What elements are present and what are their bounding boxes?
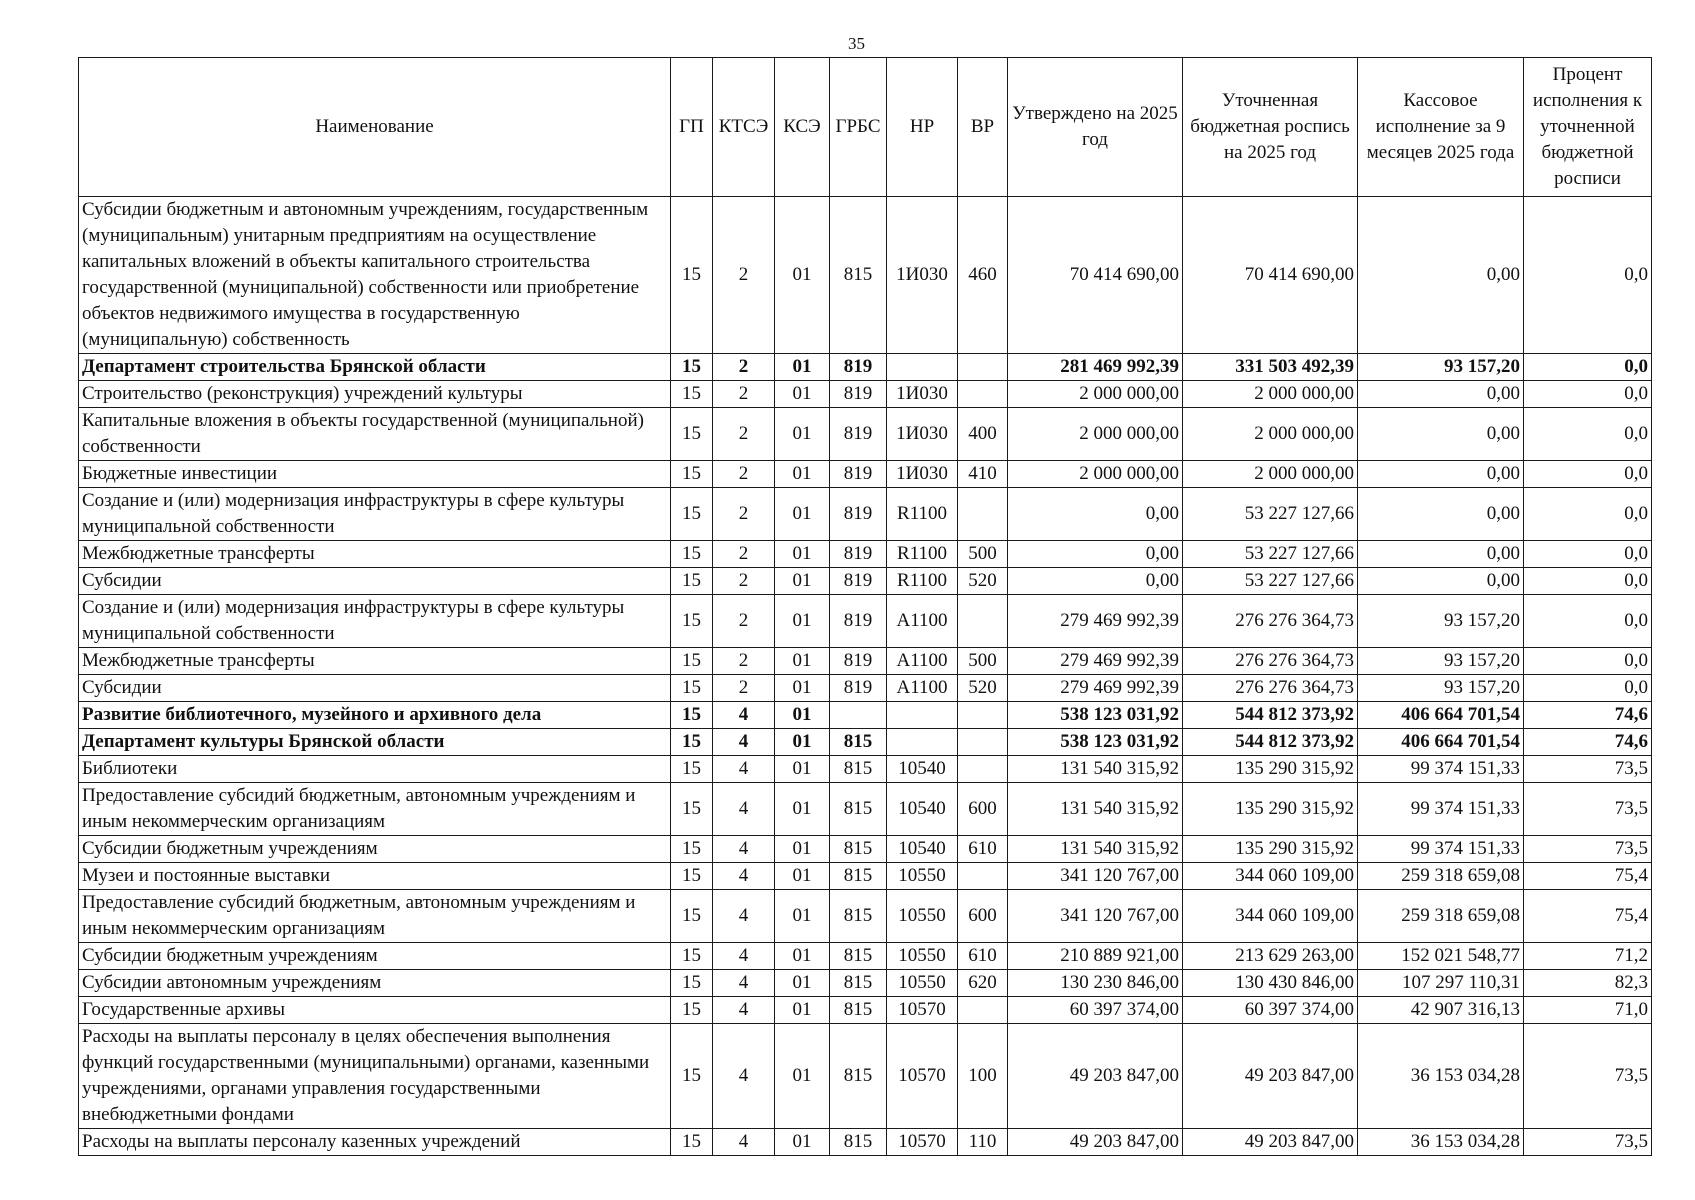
- cell-ktse: 4: [713, 890, 775, 943]
- cell-name: Создание и (или) модернизация инфраструктуры в сфере культуры муниципальной собственности: [79, 488, 671, 541]
- cell-gp: 15: [671, 1129, 713, 1156]
- cell-approved: 341 120 767,00: [1008, 890, 1183, 943]
- cell-approved: 210 889 921,00: [1008, 943, 1183, 970]
- cell-cash: 0,00: [1358, 541, 1524, 568]
- cell-approved: 279 469 992,39: [1008, 595, 1183, 648]
- cell-grbs: 815: [830, 997, 887, 1024]
- header-refined: Уточненная бюджетная роспись на 2025 год: [1183, 58, 1358, 197]
- cell-ktse: 2: [713, 408, 775, 461]
- page-number: 35: [848, 34, 865, 53]
- header-vr: ВР: [958, 58, 1008, 197]
- cell-refined: 276 276 364,73: [1183, 595, 1358, 648]
- cell-vr: 610: [958, 836, 1008, 863]
- table-row: [79, 863, 1652, 890]
- cell-ktse: 4: [713, 783, 775, 836]
- cell-percent: 73,5: [1524, 1129, 1652, 1156]
- table-row: [79, 756, 1652, 783]
- cell-percent: 75,4: [1524, 890, 1652, 943]
- cell-name: Предоставление субсидий бюджетным, автономным учреждениям и иным некоммерческим организациям: [79, 890, 671, 943]
- cell-cash: 406 664 701,54: [1358, 702, 1524, 729]
- cell-gp: 15: [671, 729, 713, 756]
- cell-approved: 341 120 767,00: [1008, 863, 1183, 890]
- cell-name: Музеи и постоянные выставки: [79, 863, 671, 890]
- cell-grbs: 815: [830, 863, 887, 890]
- cell-approved: 49 203 847,00: [1008, 1129, 1183, 1156]
- cell-percent: 0,0: [1524, 197, 1652, 354]
- cell-grbs: 819: [830, 595, 887, 648]
- cell-name: Расходы на выплаты персоналу в целях обеспечения выполнения функций государственными (муниципальными) органами, казенными учреждениями, органами управления государственными внебюджетными фондами: [79, 1024, 671, 1129]
- cell-vr: 620: [958, 970, 1008, 997]
- cell-kse: 01: [775, 381, 830, 408]
- cell-vr: [958, 381, 1008, 408]
- cell-refined: 276 276 364,73: [1183, 675, 1358, 702]
- cell-percent: 75,4: [1524, 863, 1652, 890]
- cell-percent: 0,0: [1524, 488, 1652, 541]
- cell-cash: 107 297 110,31: [1358, 970, 1524, 997]
- header-approved: Утверждено на 2025 год: [1008, 58, 1183, 197]
- cell-name: Субсидии бюджетным и автономным учреждениям, государственным (муниципальным) унитарным предприятиям на осуществление капитальных вложений в объекты капитального строительства государственной (муниципальной) собственности или приобретение объектов недвижимого имущества в государственную (муниципальную) собственность: [79, 197, 671, 354]
- cell-percent: 0,0: [1524, 648, 1652, 675]
- cell-approved: 60 397 374,00: [1008, 997, 1183, 1024]
- cell-vr: [958, 863, 1008, 890]
- cell-nr: A1100: [887, 595, 958, 648]
- cell-ktse: 2: [713, 595, 775, 648]
- cell-refined: 49 203 847,00: [1183, 1024, 1358, 1129]
- cell-grbs: 815: [830, 943, 887, 970]
- cell-percent: 82,3: [1524, 970, 1652, 997]
- cell-ktse: 2: [713, 541, 775, 568]
- cell-nr: 1И030: [887, 408, 958, 461]
- cell-name: Расходы на выплаты персоналу казенных учреждений: [79, 1129, 671, 1156]
- cell-refined: 135 290 315,92: [1183, 756, 1358, 783]
- cell-gp: 15: [671, 541, 713, 568]
- cell-gp: 15: [671, 197, 713, 354]
- cell-grbs: 819: [830, 408, 887, 461]
- table-row: [79, 1024, 1652, 1129]
- cell-grbs: 819: [830, 675, 887, 702]
- cell-kse: 01: [775, 541, 830, 568]
- cell-grbs: 815: [830, 1129, 887, 1156]
- cell-percent: 73,5: [1524, 756, 1652, 783]
- cell-nr: [887, 702, 958, 729]
- cell-nr: 10550: [887, 970, 958, 997]
- cell-percent: 0,0: [1524, 354, 1652, 381]
- cell-vr: 460: [958, 197, 1008, 354]
- cell-nr: 10570: [887, 1129, 958, 1156]
- cell-gp: 15: [671, 408, 713, 461]
- cell-vr: [958, 729, 1008, 756]
- cell-cash: 99 374 151,33: [1358, 836, 1524, 863]
- cell-vr: [958, 997, 1008, 1024]
- cell-kse: 01: [775, 1024, 830, 1129]
- cell-refined: 344 060 109,00: [1183, 863, 1358, 890]
- cell-name: Предоставление субсидий бюджетным, автономным учреждениям и иным некоммерческим организациям: [79, 783, 671, 836]
- cell-gp: 15: [671, 836, 713, 863]
- cell-name: Субсидии автономным учреждениям: [79, 970, 671, 997]
- cell-percent: 73,5: [1524, 1024, 1652, 1129]
- cell-grbs: 819: [830, 461, 887, 488]
- header-name: Наименование: [79, 58, 671, 197]
- cell-kse: 01: [775, 783, 830, 836]
- cell-ktse: 2: [713, 568, 775, 595]
- table-row: [79, 702, 1652, 729]
- cell-grbs: 815: [830, 783, 887, 836]
- cell-grbs: 819: [830, 541, 887, 568]
- cell-ktse: 2: [713, 675, 775, 702]
- cell-percent: 74,6: [1524, 729, 1652, 756]
- cell-percent: 0,0: [1524, 381, 1652, 408]
- cell-vr: 520: [958, 568, 1008, 595]
- cell-cash: 0,00: [1358, 488, 1524, 541]
- cell-gp: 15: [671, 997, 713, 1024]
- cell-grbs: 819: [830, 568, 887, 595]
- cell-nr: 10570: [887, 997, 958, 1024]
- cell-ktse: 2: [713, 197, 775, 354]
- table-row: [79, 541, 1652, 568]
- cell-approved: 2 000 000,00: [1008, 461, 1183, 488]
- cell-nr: [887, 354, 958, 381]
- cell-percent: 0,0: [1524, 461, 1652, 488]
- cell-nr: 10550: [887, 890, 958, 943]
- cell-refined: 544 812 373,92: [1183, 702, 1358, 729]
- cell-name: Межбюджетные трансферты: [79, 541, 671, 568]
- cell-ktse: 4: [713, 836, 775, 863]
- cell-kse: 01: [775, 197, 830, 354]
- cell-name: Субсидии бюджетным учреждениям: [79, 836, 671, 863]
- cell-kse: 01: [775, 863, 830, 890]
- cell-approved: 0,00: [1008, 568, 1183, 595]
- cell-nr: [887, 729, 958, 756]
- cell-name: Бюджетные инвестиции: [79, 461, 671, 488]
- cell-cash: 152 021 548,77: [1358, 943, 1524, 970]
- cell-gp: 15: [671, 648, 713, 675]
- cell-approved: 49 203 847,00: [1008, 1024, 1183, 1129]
- cell-cash: 0,00: [1358, 197, 1524, 354]
- cell-approved: 0,00: [1008, 541, 1183, 568]
- cell-refined: 2 000 000,00: [1183, 381, 1358, 408]
- cell-grbs: [830, 702, 887, 729]
- cell-kse: 01: [775, 756, 830, 783]
- header-gp: ГП: [671, 58, 713, 197]
- table-row: [79, 970, 1652, 997]
- cell-refined: 135 290 315,92: [1183, 836, 1358, 863]
- cell-cash: 93 157,20: [1358, 595, 1524, 648]
- cell-nr: R1100: [887, 488, 958, 541]
- cell-refined: 49 203 847,00: [1183, 1129, 1358, 1156]
- cell-approved: 538 123 031,92: [1008, 729, 1183, 756]
- cell-gp: 15: [671, 568, 713, 595]
- cell-approved: 131 540 315,92: [1008, 783, 1183, 836]
- cell-grbs: 819: [830, 381, 887, 408]
- table-row: [79, 197, 1652, 354]
- cell-approved: 130 230 846,00: [1008, 970, 1183, 997]
- table-row: [79, 568, 1652, 595]
- cell-gp: 15: [671, 461, 713, 488]
- cell-gp: 15: [671, 702, 713, 729]
- cell-nr: 10540: [887, 836, 958, 863]
- cell-gp: 15: [671, 354, 713, 381]
- header-kse: КСЭ: [775, 58, 830, 197]
- cell-ktse: 4: [713, 756, 775, 783]
- cell-name: Создание и (или) модернизация инфраструктуры в сфере культуры муниципальной собственности: [79, 595, 671, 648]
- cell-grbs: 815: [830, 1024, 887, 1129]
- cell-nr: A1100: [887, 675, 958, 702]
- header-percent: Процент исполнения к уточненной бюджетной росписи: [1524, 58, 1652, 197]
- header-cash: Кассовое исполнение за 9 месяцев 2025 года: [1358, 58, 1524, 197]
- cell-percent: 0,0: [1524, 675, 1652, 702]
- table-row: [79, 675, 1652, 702]
- table-row: [79, 890, 1652, 943]
- cell-nr: 10540: [887, 783, 958, 836]
- cell-percent: 0,0: [1524, 595, 1652, 648]
- budget-table: [78, 57, 1652, 1156]
- table-row: [79, 1129, 1652, 1156]
- cell-vr: 600: [958, 783, 1008, 836]
- cell-refined: 53 227 127,66: [1183, 488, 1358, 541]
- cell-approved: 538 123 031,92: [1008, 702, 1183, 729]
- table-row: [79, 461, 1652, 488]
- table-row: [79, 836, 1652, 863]
- cell-name: Развитие библиотечного, музейного и архивного дела: [79, 702, 671, 729]
- header-grbs: ГРБС: [830, 58, 887, 197]
- cell-name: Государственные архивы: [79, 997, 671, 1024]
- cell-refined: 544 812 373,92: [1183, 729, 1358, 756]
- cell-approved: 131 540 315,92: [1008, 836, 1183, 863]
- cell-nr: 10570: [887, 1024, 958, 1129]
- cell-cash: 0,00: [1358, 381, 1524, 408]
- cell-grbs: 815: [830, 890, 887, 943]
- cell-percent: 0,0: [1524, 541, 1652, 568]
- cell-gp: 15: [671, 863, 713, 890]
- cell-vr: 500: [958, 648, 1008, 675]
- cell-kse: 01: [775, 408, 830, 461]
- cell-name: Межбюджетные трансферты: [79, 648, 671, 675]
- cell-refined: 130 430 846,00: [1183, 970, 1358, 997]
- cell-cash: 259 318 659,08: [1358, 890, 1524, 943]
- cell-refined: 135 290 315,92: [1183, 783, 1358, 836]
- cell-grbs: 819: [830, 648, 887, 675]
- cell-nr: 1И030: [887, 197, 958, 354]
- cell-ktse: 2: [713, 648, 775, 675]
- cell-grbs: 815: [830, 729, 887, 756]
- cell-cash: 36 153 034,28: [1358, 1129, 1524, 1156]
- table-body: [79, 197, 1652, 1156]
- cell-refined: 213 629 263,00: [1183, 943, 1358, 970]
- cell-vr: [958, 702, 1008, 729]
- cell-kse: 01: [775, 568, 830, 595]
- table-row: [79, 595, 1652, 648]
- cell-approved: 131 540 315,92: [1008, 756, 1183, 783]
- cell-refined: 2 000 000,00: [1183, 408, 1358, 461]
- cell-cash: 93 157,20: [1358, 648, 1524, 675]
- cell-gp: 15: [671, 595, 713, 648]
- cell-vr: [958, 756, 1008, 783]
- cell-refined: 70 414 690,00: [1183, 197, 1358, 354]
- cell-nr: 1И030: [887, 381, 958, 408]
- cell-vr: 410: [958, 461, 1008, 488]
- cell-ktse: 4: [713, 702, 775, 729]
- header-row: [79, 58, 1652, 197]
- cell-kse: 01: [775, 997, 830, 1024]
- cell-cash: 99 374 151,33: [1358, 783, 1524, 836]
- cell-ktse: 4: [713, 943, 775, 970]
- cell-kse: 01: [775, 461, 830, 488]
- cell-kse: 01: [775, 943, 830, 970]
- cell-grbs: 815: [830, 756, 887, 783]
- cell-vr: [958, 595, 1008, 648]
- cell-kse: 01: [775, 595, 830, 648]
- cell-nr: 10550: [887, 863, 958, 890]
- cell-gp: 15: [671, 1024, 713, 1129]
- cell-vr: 110: [958, 1129, 1008, 1156]
- table-row: [79, 729, 1652, 756]
- cell-approved: 2 000 000,00: [1008, 381, 1183, 408]
- cell-name: Субсидии: [79, 568, 671, 595]
- table-row: [79, 783, 1652, 836]
- cell-gp: 15: [671, 488, 713, 541]
- cell-vr: 600: [958, 890, 1008, 943]
- table-row: [79, 488, 1652, 541]
- cell-cash: 99 374 151,33: [1358, 756, 1524, 783]
- cell-kse: 01: [775, 488, 830, 541]
- cell-nr: R1100: [887, 568, 958, 595]
- cell-gp: 15: [671, 943, 713, 970]
- cell-name: Субсидии: [79, 675, 671, 702]
- table-row: [79, 354, 1652, 381]
- cell-refined: 53 227 127,66: [1183, 541, 1358, 568]
- table-row: [79, 997, 1652, 1024]
- cell-percent: 0,0: [1524, 408, 1652, 461]
- cell-cash: 406 664 701,54: [1358, 729, 1524, 756]
- cell-vr: 610: [958, 943, 1008, 970]
- cell-approved: 281 469 992,39: [1008, 354, 1183, 381]
- cell-nr: R1100: [887, 541, 958, 568]
- table-header: [79, 58, 1652, 197]
- cell-cash: 0,00: [1358, 461, 1524, 488]
- cell-percent: 73,5: [1524, 836, 1652, 863]
- cell-refined: 276 276 364,73: [1183, 648, 1358, 675]
- cell-gp: 15: [671, 756, 713, 783]
- cell-cash: 0,00: [1358, 408, 1524, 461]
- cell-ktse: 2: [713, 461, 775, 488]
- cell-grbs: 819: [830, 488, 887, 541]
- cell-percent: 71,2: [1524, 943, 1652, 970]
- cell-vr: [958, 354, 1008, 381]
- cell-ktse: 2: [713, 354, 775, 381]
- cell-vr: 100: [958, 1024, 1008, 1129]
- cell-kse: 01: [775, 702, 830, 729]
- cell-vr: 400: [958, 408, 1008, 461]
- cell-cash: 42 907 316,13: [1358, 997, 1524, 1024]
- cell-ktse: 4: [713, 1129, 775, 1156]
- cell-approved: 70 414 690,00: [1008, 197, 1183, 354]
- cell-vr: 500: [958, 541, 1008, 568]
- cell-nr: 10550: [887, 943, 958, 970]
- cell-vr: 520: [958, 675, 1008, 702]
- cell-name: Департамент строительства Брянской области: [79, 354, 671, 381]
- cell-grbs: 815: [830, 970, 887, 997]
- cell-refined: 331 503 492,39: [1183, 354, 1358, 381]
- table-row: [79, 408, 1652, 461]
- header-nr: НР: [887, 58, 958, 197]
- cell-ktse: 4: [713, 997, 775, 1024]
- cell-refined: 60 397 374,00: [1183, 997, 1358, 1024]
- cell-grbs: 819: [830, 354, 887, 381]
- cell-nr: 10540: [887, 756, 958, 783]
- cell-kse: 01: [775, 675, 830, 702]
- cell-kse: 01: [775, 648, 830, 675]
- cell-cash: 259 318 659,08: [1358, 863, 1524, 890]
- cell-grbs: 815: [830, 197, 887, 354]
- cell-nr: A1100: [887, 648, 958, 675]
- cell-name: Строительство (реконструкция) учреждений культуры: [79, 381, 671, 408]
- cell-name: Библиотеки: [79, 756, 671, 783]
- cell-percent: 73,5: [1524, 783, 1652, 836]
- table-row: [79, 648, 1652, 675]
- header-ktse: КТСЭ: [713, 58, 775, 197]
- cell-gp: 15: [671, 381, 713, 408]
- cell-gp: 15: [671, 970, 713, 997]
- cell-percent: 0,0: [1524, 568, 1652, 595]
- cell-cash: 36 153 034,28: [1358, 1024, 1524, 1129]
- cell-kse: 01: [775, 354, 830, 381]
- cell-refined: 2 000 000,00: [1183, 461, 1358, 488]
- cell-approved: 0,00: [1008, 488, 1183, 541]
- cell-ktse: 4: [713, 863, 775, 890]
- cell-ktse: 4: [713, 1024, 775, 1129]
- cell-approved: 279 469 992,39: [1008, 675, 1183, 702]
- cell-name: Субсидии бюджетным учреждениям: [79, 943, 671, 970]
- cell-ktse: 2: [713, 488, 775, 541]
- cell-approved: 279 469 992,39: [1008, 648, 1183, 675]
- cell-refined: 53 227 127,66: [1183, 568, 1358, 595]
- cell-grbs: 815: [830, 836, 887, 863]
- cell-name: Капитальные вложения в объекты государственной (муниципальной) собственности: [79, 408, 671, 461]
- cell-vr: [958, 488, 1008, 541]
- table-row: [79, 943, 1652, 970]
- cell-nr: 1И030: [887, 461, 958, 488]
- cell-cash: 0,00: [1358, 568, 1524, 595]
- cell-kse: 01: [775, 729, 830, 756]
- cell-kse: 01: [775, 890, 830, 943]
- cell-gp: 15: [671, 675, 713, 702]
- cell-percent: 71,0: [1524, 997, 1652, 1024]
- cell-kse: 01: [775, 1129, 830, 1156]
- cell-ktse: 2: [713, 381, 775, 408]
- cell-ktse: 4: [713, 970, 775, 997]
- cell-gp: 15: [671, 783, 713, 836]
- table-row: [79, 381, 1652, 408]
- cell-kse: 01: [775, 836, 830, 863]
- cell-name: Департамент культуры Брянской области: [79, 729, 671, 756]
- cell-kse: 01: [775, 970, 830, 997]
- cell-gp: 15: [671, 890, 713, 943]
- cell-percent: 74,6: [1524, 702, 1652, 729]
- cell-approved: 2 000 000,00: [1008, 408, 1183, 461]
- cell-cash: 93 157,20: [1358, 354, 1524, 381]
- cell-ktse: 4: [713, 729, 775, 756]
- cell-cash: 93 157,20: [1358, 675, 1524, 702]
- cell-refined: 344 060 109,00: [1183, 890, 1358, 943]
